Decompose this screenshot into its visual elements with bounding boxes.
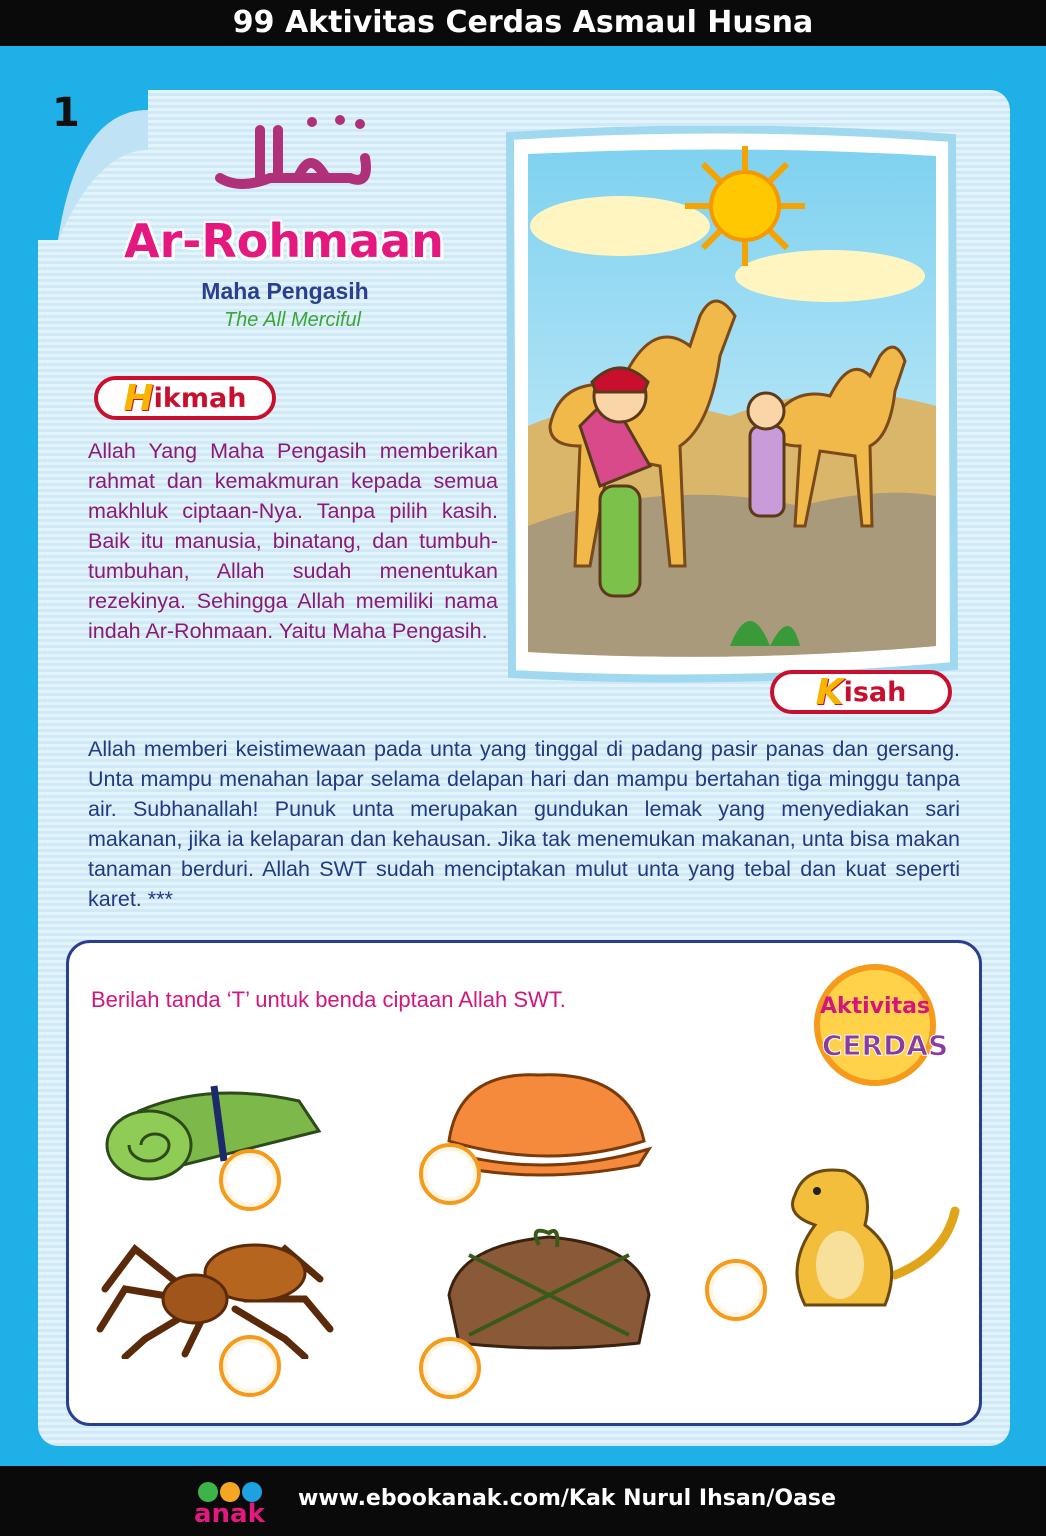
- kisah-badge-initial: K: [815, 671, 844, 713]
- kisah-paragraph: Allah memberi keistimewaan pada unta yang tinggal di padang pasir panas dan gersang. Unta mampu menahan lapar selama delapan hari dan mampu bertahan tiga minggu tanpa air. Subhanallah! Punuk unta merupakan gundukan lemak yang menyediakan sari makanan, jika ia kelaparan dan kehausan. Jika tak menemukan makanan, unta bisa makan tanaman berduri. Allah SWT sudah menciptakan mulut unta yang tebal dan kuat seperti karet. ***: [88, 737, 960, 911]
- aktivitas-badge-top: Aktivitas: [819, 994, 931, 1019]
- checkbox-circle-sack[interactable]: [419, 1143, 481, 1205]
- checkbox-circle-spider[interactable]: [219, 1335, 281, 1397]
- footer-url[interactable]: www.ebookanak.com/Kak Nurul Ihsan/Oase: [298, 1486, 836, 1511]
- activity-box: [66, 940, 982, 1426]
- page-title: Ar-Rohmaan: [124, 214, 444, 268]
- page-number: 1: [52, 90, 80, 136]
- checkbox-circle-mat[interactable]: [219, 1149, 281, 1211]
- meaning-english: The All Merciful: [223, 309, 362, 331]
- checkbox-circle-bundle[interactable]: [419, 1337, 481, 1399]
- camel-caravan-illustration: [500, 126, 962, 694]
- header-title: 99 Aktivitas Cerdas Asmaul Husna: [0, 0, 1046, 46]
- ebookanak-logo: [190, 1478, 290, 1526]
- logo-text: anak: [194, 1499, 265, 1526]
- kisah-badge-label: isah: [843, 676, 907, 708]
- aktivitas-cerdas-badge: [805, 963, 957, 1093]
- bundle-image: [439, 1225, 659, 1355]
- kisah-badge: [770, 670, 952, 714]
- hikmah-badge-initial: H: [123, 377, 154, 419]
- rolled-mat-image: [99, 1071, 329, 1181]
- footer-bar: [0, 1466, 1046, 1536]
- arabic-calligraphy: [200, 108, 380, 198]
- hikmah-badge: [94, 376, 276, 420]
- spider-image: [95, 1229, 335, 1359]
- meaning-indonesian: Maha Pengasih: [201, 278, 369, 304]
- activity-instruction: Berilah tanda ‘T’ untuk benda ciptaan Allah SWT.: [91, 987, 566, 1012]
- desert-rodent-image: [745, 1155, 965, 1315]
- hikmah-paragraph: Allah Yang Maha Pengasih memberikan rahmat dan kemakmuran kepada semua makhluk ciptaan-Nya. Tanpa pilih kasih. Baik itu manusia, binatang, dan tumbuh-tumbuhan, Allah sudah menentukan rezekinya. Sehingga Allah memiliki nama indah Ar-Rohmaan. Yaitu Maha Pengasih.: [88, 439, 498, 643]
- checkbox-circle-rodent[interactable]: [705, 1259, 767, 1321]
- aktivitas-badge-bottom: CERDAS: [821, 1029, 949, 1062]
- hikmah-badge-label: ikmah: [153, 382, 247, 414]
